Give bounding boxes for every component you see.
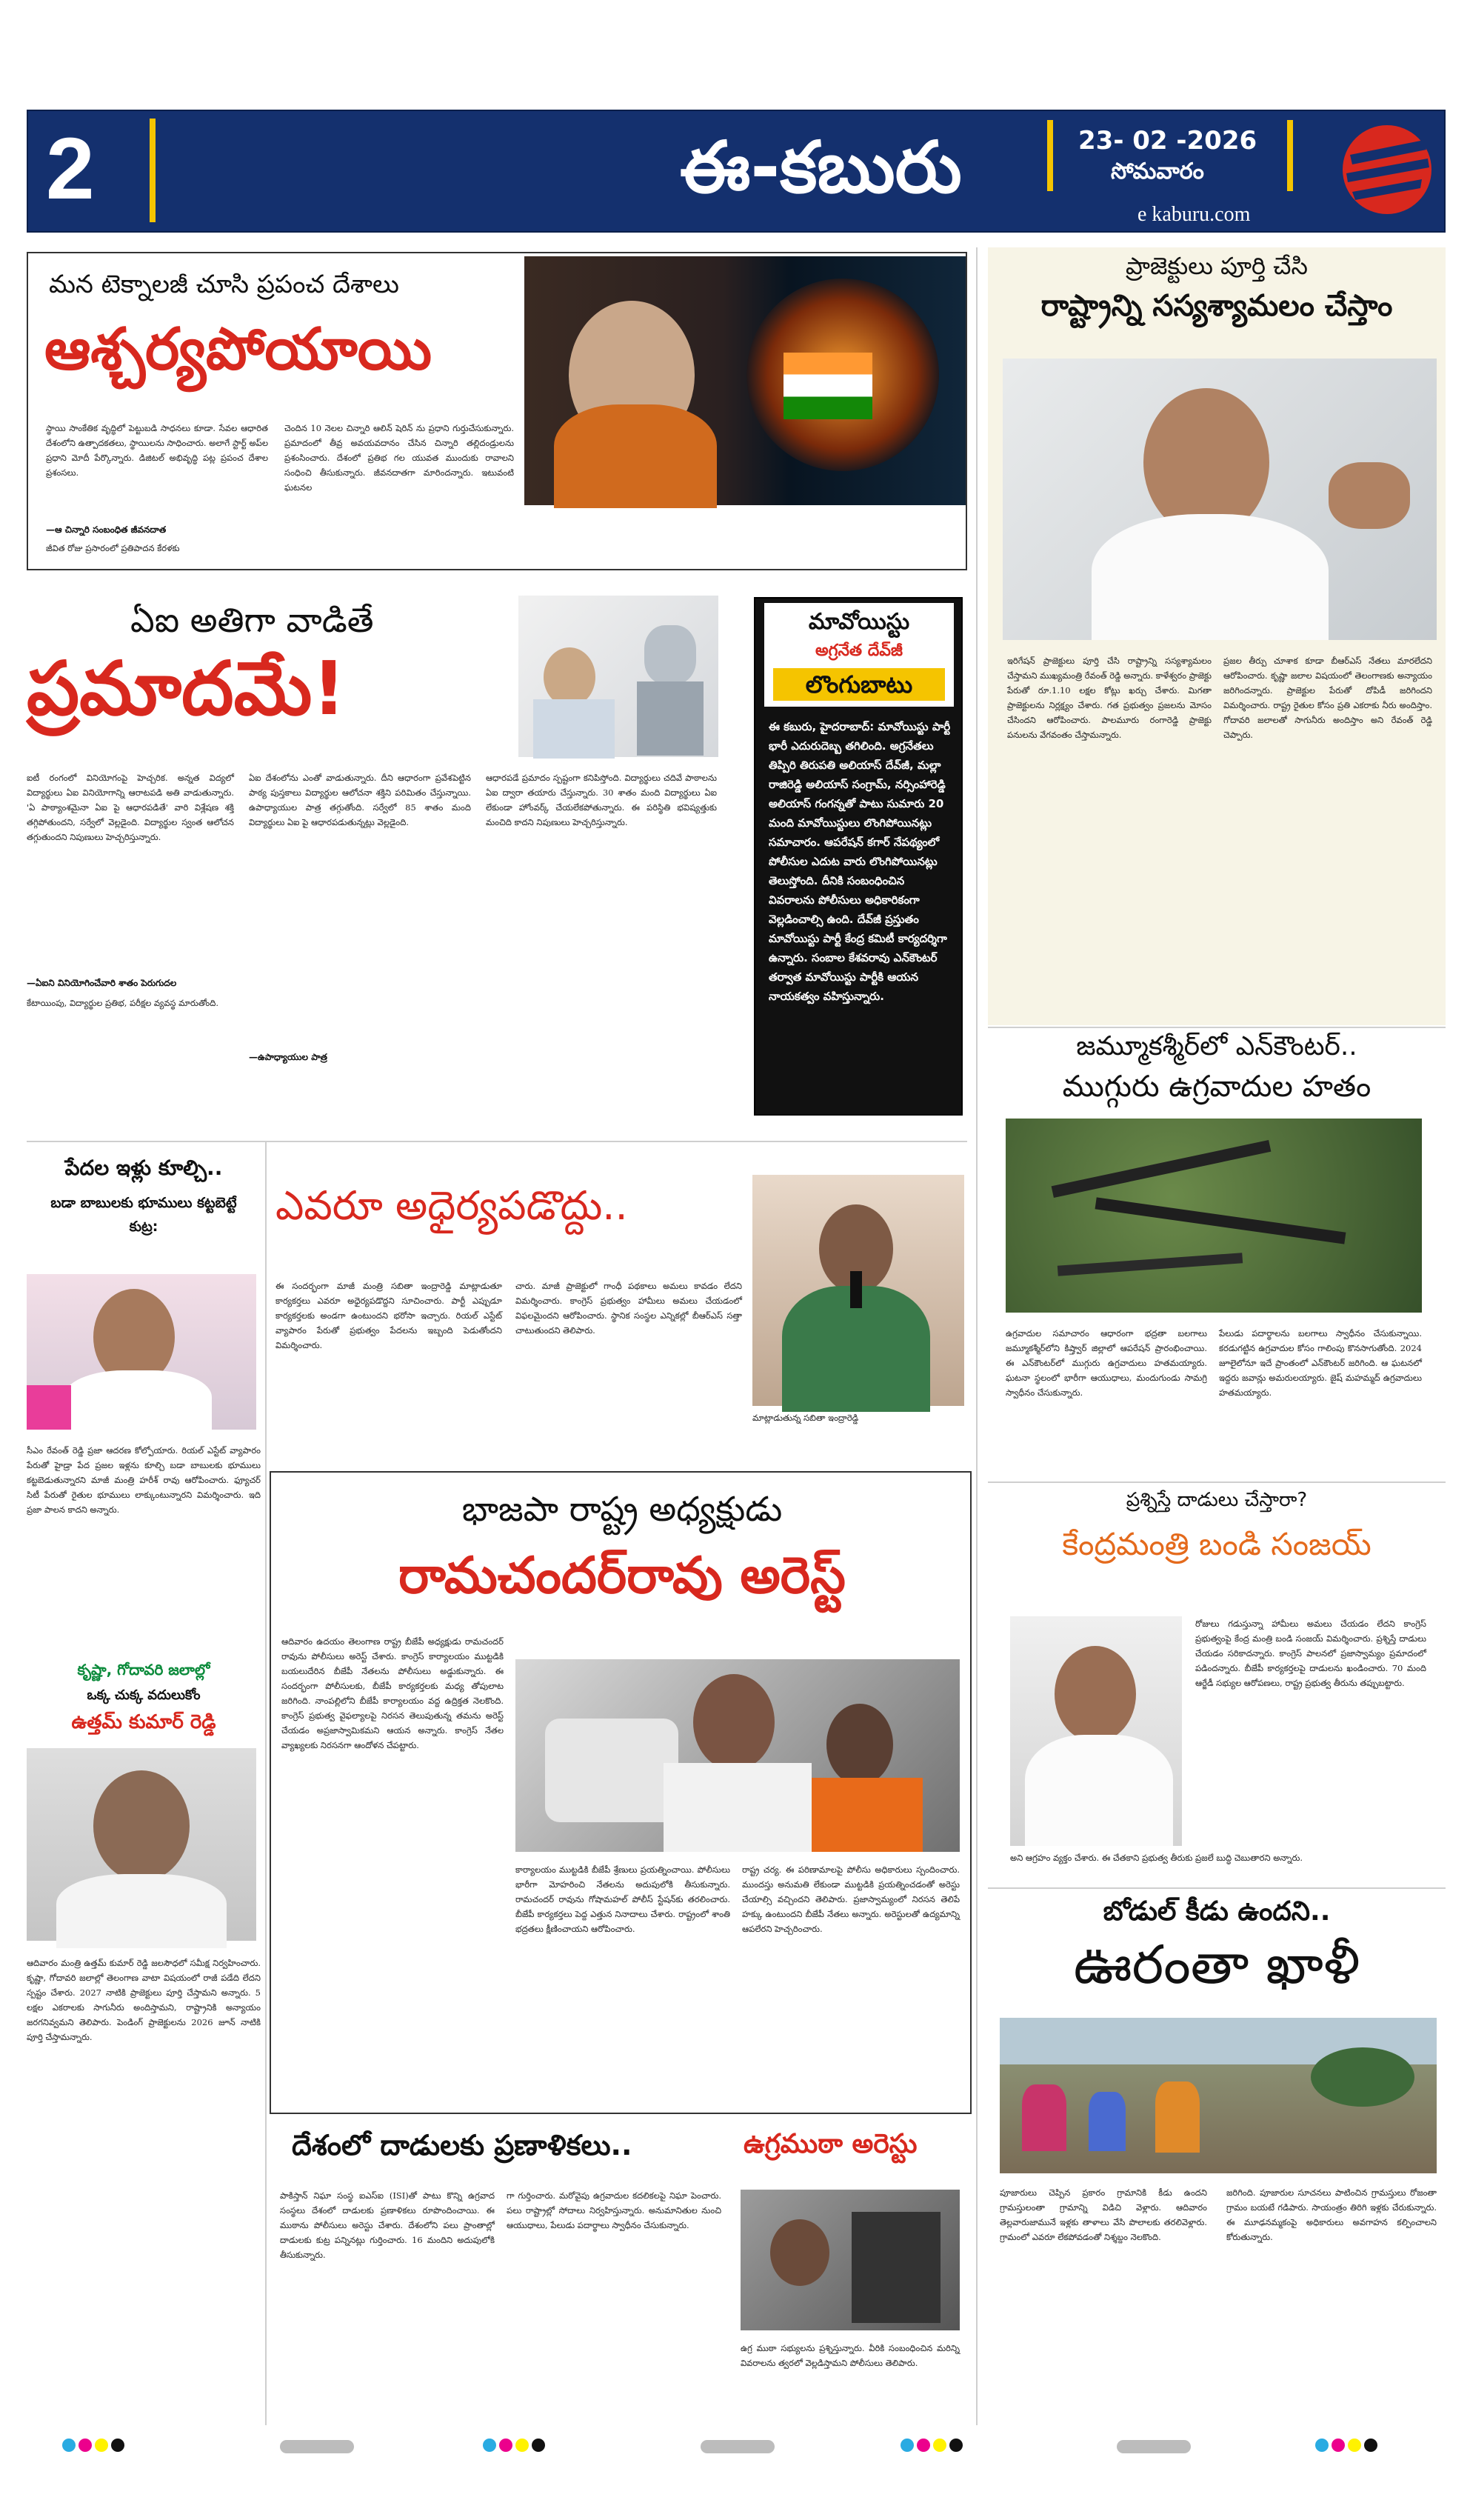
- article-byline: —ఆ చిన్నారి సంబంధిత జీవనదాత: [46, 524, 167, 535]
- article-tech: [27, 252, 967, 570]
- article-kicker: ఏఐ అతిగా వాడితే: [130, 600, 374, 640]
- photo-uttam: [27, 1748, 256, 1941]
- article-headline: ఎవరూ అధైర్యపడొద్దు..: [275, 1182, 628, 1229]
- article-kicker: భాజపా రాష్ట్ర అధ్యక్షుడు: [461, 1489, 783, 1529]
- divider: [988, 1027, 1446, 1028]
- article-column: ఆదివారం మంత్రి ఉత్తమ్ కుమార్ రెడ్డి జలసౌధలో సమీక్ష నిర్వహించారు. కృష్ణా, గోదావరి జలాల్లో తెలంగాణ వాటా విషయంలో రాజీ పడేది లేదని స్పష్టం చేశారు. 2027 నాటికి ప్రాజెక్టులు పూర్తి చేస్తామని అన్నారు. 5 లక్షల ఎకరాలకు సాగునీరు అందిస్తామని, రాష్ట్రానికి అన్యాయం జరగనివ్వమని తెలిపారు. పెండింగ్ ప్రాజెక్టులను 2026 జూన్ నాటికి పూర్తి చేస్తామన్నారు.: [27, 1958, 261, 2042]
- article-sabitha: [275, 1175, 964, 1449]
- issue-date: 23- 02 -2026: [1078, 126, 1257, 156]
- article-ai: [27, 593, 738, 1126]
- article-maoist: [754, 597, 963, 1116]
- article-subhead: ఒక్క చుక్క వదులుకోం: [87, 1687, 201, 1703]
- article-column: ఇరిగేషన్ ప్రాజెక్టులు పూర్తి చేసి రాష్ట్రాన్ని సస్యశ్యామలం చేస్తామని ముఖ్యమంత్రి రేవంత్ రెడ్డి అన్నారు. కాళేశ్వరం ప్రాజెక్టు పేరుతో రూ.1.10 లక్షల కోట్లు ఖర్చు చేశారు. మిగతా ప్రాజెక్టులను నిర్లక్ష్యం చేశారు. గత ప్రభుత్వం ప్రజలను మోసం చేసిందని ఆరోపించారు. పాలమూరు రంగారెడ్డి ప్రాజెక్టు పనులను వేగవంతం చేస్తామన్నారు.: [1007, 656, 1212, 740]
- article-headline: ఊరంతా ఖాళీ: [1073, 1933, 1360, 1996]
- article-column: ఏఐ దేశంలోను ఎంతో వాడుతున్నారు. దీని ఆధారంగా ప్రవేశపెట్టిన పాఠ్య పుస్తకాలు విద్యార్థుల ఆలోచనా శక్తిని పరిమితం చేస్తున్నాయి. ఉపాధ్యాయుల పాత్ర తగ్గుతోంది. సర్వేలో 85 శాతం మంది విద్యార్థులు ఏఐ పై ఆధారపడుతున్నట్లు వెల్లడైంది.: [249, 773, 471, 827]
- article-projects: [988, 247, 1446, 1025]
- article-column: కేటాయింపు, విద్యార్థుల ప్రతిభ, పరీక్షల వ్యవస్థ మారుతోంది.: [27, 998, 218, 1008]
- article-column: పూజారులు చెప్పిన ప్రకారం గ్రామానికి కీడు ఉందని గ్రామస్తులంతా గ్రామాన్ని విడిచి వెళ్లారు. ఆదివారం తెల్లవారుజామునే ఇళ్లకు తాళాలు వేసి పొలాలకు తరలివెళ్లారు. గ్రామంలో ఎవరూ లేకపోవడంతో నిశ్శబ్దం నెలకొంది.: [1000, 2187, 1207, 2242]
- article-column: పాకిస్తాన్ నిఘా సంస్థ ఐఎస్ఐ (ISI)తో పాటు కొన్ని ఉగ్రవాద సంస్థలు దేశంలో దాడులకు ప్రణాళికలు రూపొందించాయి. ఈ ముఠాను పోలీసులు అరెస్టు చేశారు. దేశంలోని పలు ప్రాంతాల్లో దాడులకు కుట్ర పన్నినట్లు గుర్తించారు. 16 మందిని అదుపులోకి తీసుకున్నారు.: [280, 2190, 495, 2260]
- registration-bar: [1117, 2440, 1191, 2453]
- registration-mark: [483, 2439, 545, 2452]
- article-headline: లొంగుబాటు: [773, 668, 945, 701]
- article-kicker: ప్రశ్నిస్తే దాడులు చేస్తారా?: [1126, 1489, 1308, 1511]
- article-harish: [27, 1141, 261, 2193]
- article-column: గా గుర్తించారు. మరోవైపు ఉగ్రవాదుల కదలికలపై నిఘా పెంచారు. పలు రాష్ట్రాల్లో సోదాలు నిర్వహిస్తున్నారు. అనుమానితుల నుంచి ఆయుధాలు, పేలుడు పదార్థాలు స్వాధీనం చేసుకున్నారు.: [507, 2190, 721, 2230]
- photo-weapons: [1006, 1119, 1422, 1313]
- photo-terror: [741, 2190, 960, 2330]
- photo-modi: [524, 256, 966, 505]
- article-arrest: [270, 1471, 972, 2114]
- article-subhead: —ఏఐని వినియోగించేవారి శాతం పెరుగుదల: [27, 978, 177, 988]
- article-subhead: అగ్రనేత దేవ్‌జీ: [815, 641, 903, 660]
- article-column: అని ఆగ్రహం వ్యక్తం చేశారు. ఈ చేతకాని ప్రభుత్వ తీరుకు ప్రజలే బుద్ధి చెబుతారని అన్నారు.: [1010, 1853, 1303, 1863]
- photo-sanjay: [1010, 1616, 1182, 1846]
- article-column: జీవిత రోజు ప్రసారంలో ప్రతిపాదన కేరళకు: [46, 543, 180, 553]
- article-column: జరిగింది. పూజారుల సూచనలు పాటించిన గ్రామస్తులు రోజంతా గ్రామం బయటే గడిపారు. సాయంత్రం తిరిగి ఇళ్లకు చేరుకున్నారు. ఈ మూఢనమ్మకంపై అధికారులు అవగాహన కల్పించాలని కోరుతున్నారు.: [1226, 2187, 1437, 2242]
- article-column: కార్యాలయం ముట్టడికి బీజేపీ శ్రేణులు ప్రయత్నించాయి. పోలీసులు భారీగా మోహరించి నేతలను అదుపులోకి తీసుకున్నారు. రామచందర్ రావును గోషామహల్ పోలీస్ స్టేషన్‌కు తరలించారు. బీజేపీ కార్యకర్తలు పెద్ద ఎత్తున నినాదాలు చేశారు. రాష్ట్రంలో శాంతి భద్రతలు క్షీణించాయని ఆరోపించారు.: [515, 1864, 730, 1934]
- page-number: 2: [46, 120, 95, 218]
- divider: [27, 1141, 967, 1142]
- article-column: ప్రజల తీర్పు చూశాక కూడా బీఆర్ఎస్ నేతలు మారలేదని ఆరోపించారు. కృష్ణా జలాల విషయంలో తెలంగాణకు అన్యాయం జరిగిందన్నారు. ప్రాజెక్టుల పేరుతో దోపిడీ జరిగిందని విమర్శించారు. రాష్ట్ర రైతుల కోసం ప్రతి ఎకరాకు నీరు అందిస్తాం. గోదావరి జలాలతో సాగునీరు అందిస్తాం అని రేవంత్ రెడ్డి చెప్పారు.: [1223, 656, 1432, 740]
- registration-bar: [280, 2440, 354, 2453]
- article-terror: [270, 2126, 972, 2407]
- article-column: ఉగ్ర ముఠా సభ్యులను ప్రశ్నిస్తున్నారు. వీరికి సంబంధించిన మరిన్ని వివరాలను త్వరలో వెల్లడిస్తామని పోలీసులు తెలిపారు.: [741, 2343, 960, 2368]
- article-headline: ఉత్తమ్ కుమార్ రెడ్డి: [71, 1711, 216, 1733]
- article-village: [988, 1896, 1446, 2242]
- photo-arrest: [515, 1659, 960, 1852]
- article-body: ఈ కబురు, హైదరాబాద్: మావోయిస్టు పార్టీ భారీ ఎదురుదెబ్బ తగిలింది. అగ్రనేతలు తిప్పిరి తిరుపతి అలియాస్ దేవ్‌జీ, మల్లా రాజిరెడ్డి అలియాస్ సంగ్రామ్, నర్సింహారెడ్డి అలియాస్ గంగన్నతో పాటు సుమారు 20 మంది మావోయిస్టులు లొంగిపోయినట్లు సమాచారం. ఆపరేషన్ కగార్ నేపథ్యంలో పోలీసుల ఎదుట వారు లొంగిపోయినట్లు తెలుస్తోంది. దీనికి సంబంధించిన వివరాలను పోలీసులు అధికారికంగా వెల్లడించాల్సి ఉంది. దేవ్‌జీ ప్రస్తుతం మావోయిస్టు పార్టీ కేంద్ర కమిటీ కార్యదర్శిగా ఉన్నారు. సంబాల కేశవరావు ఎన్‌కౌంటర్ తర్వాత మావోయిస్టు పార్టీకి ఆయన నాయకత్వం వహిస్తున్నారు.: [769, 720, 951, 1003]
- article-headline: పేదల ఇళ్లు కూల్చి..: [64, 1156, 223, 1180]
- photo-harish: [27, 1274, 256, 1430]
- article-headline: ఆశ్చర్యపోయాయి: [44, 316, 432, 383]
- registration-mark: [1315, 2439, 1377, 2452]
- article-column: ఆదివారం ఉదయం తెలంగాణ రాష్ట్ర బీజేపీ అధ్యక్షుడు రామచందర్ రావును పోలీసులు అరెస్ట్ చేశారు. కాంగ్రెస్ కార్యాలయం ముట్టడికి బయలుదేరిన బీజేపీ నేతలను పోలీసులు అడ్డుకున్నారు. ఈ సందర్భంగా పోలీసులకు, బీజేపీ కార్యకర్తలకు మధ్య తోపులాట జరిగింది. నాంపల్లిలోని బీజేపీ కార్యాలయం వద్ద ఉద్రిక్తత నెలకొంది. కాంగ్రెస్ ప్రభుత్వ వైఫల్యాలపై నిరసన తెలుపుతున్న తమను అరెస్ట్ చేయడం అప్రజాస్వామికమని ఆయన అన్నారు. కాంగ్రెస్ నేతల వ్యాఖ్యలకు నిరసనగా ఆందోళన చేపట్టారు.: [281, 1636, 504, 1750]
- article-column: రోజులు గడుస్తున్నా హామీలు అమలు చేయడం లేదని కాంగ్రెస్ ప్రభుత్వంపై కేంద్ర మంత్రి బండి సంజయ్ విమర్శించారు. ప్రశ్నిస్తే దాడులు చేయడం సరికాదన్నారు. కాంగ్రెస్ పాలనలో ప్రజాస్వామ్యం ప్రమాదంలో పడిందన్నారు. బీజేపీ కార్యకర్తలపై దాడులను ఖండించారు. 70 మంది ఆర్జేడీ సభ్యుల ఆరోపణలు, రాష్ట్ర ప్రభుత్వ తీరును తప్పుబట్టారు.: [1195, 1619, 1426, 1688]
- photo-revanth: [1003, 359, 1437, 640]
- article-column: రాష్ట్ర చర్య. ఈ పరిణామాలపై పోలీసు అధికారులు స్పందించారు. ముందస్తు అనుమతి లేకుండా ముట్టడికి ప్రయత్నించడంతో అరెస్టు చేయాల్సి వచ్చిందని తెలిపారు. ప్రజాస్వామ్యంలో నిరసన తెలిపే హక్కు ఉంటుందని బీజేపీ నేతలు అన్నారు. అరెస్టులతో ఉద్యమాన్ని ఆపలేరని హెచ్చరించారు.: [742, 1864, 960, 1934]
- photo-village: [1000, 2018, 1437, 2173]
- divider: [988, 1481, 1446, 1483]
- article-kicker: కృష్ణా, గోదావరి జలాల్లో: [77, 1661, 210, 1679]
- article-headline: జమ్మూకశ్మీర్‌లో ఎన్‌కౌంటర్..: [1076, 1031, 1357, 1061]
- article-column: చెందిన 10 నెలల చిన్నారి ఆలిన్ షెరిన్ ను ప్రధాని గుర్తుచేసుకున్నారు. ప్రమాదంలో తీవ్ర అవయవదానం చేసిన చిన్నారి తల్లిదండ్రులను ప్రశంసించారు. దేశంలో ప్రతిభ గల యువత ముందుకు రావాలని సంధించి తీసుకున్నారు. జీవనదాతగా మారిందన్నారు. ఇటువంటి ఘటనల: [284, 423, 514, 493]
- logo-icon: [1339, 121, 1435, 218]
- divider: [988, 1887, 1446, 1889]
- photo-ai: [518, 596, 718, 757]
- article-kicker: ప్రాజెక్టులు పూర్తి చేసి: [1126, 252, 1308, 280]
- article-headline: రాష్ట్రాన్ని సస్యశ్యామలం చేస్తాం: [1040, 289, 1393, 323]
- article-headline: దేశంలో దాడులకు ప్రణాళికలు..: [292, 2129, 632, 2161]
- article-column: స్థాయి సాంకేతిక వృద్ధిలో పెట్టుబడి సాధనలు కూడా. సేవల ఆధారిత దేశంలోని ఉత్పాదకతలు, స్థాయిలను సాధించారు. అలాగే స్టార్ట్ అప్‌ల ప్రధాని మోదీ పేర్కొన్నారు. డిజిటల్ అభివృద్ధి పట్ల ప్రపంచ దేశాల ప్రశంసలు.: [46, 423, 268, 478]
- article-column: ఐటీ రంగంలో వినియోగంపై హెచ్చరిక. అన్నత విద్యలో విద్యార్థులు ఏఐ వినియోగాన్ని ఆరాటపడి అతి వాడుతున్నారు. 'ఏ పాఠ్యాంశమైనా ఏఐ పై ఆధారపడితే' వారి విశ్లేషణ శక్తి తగ్గిపోతుందని, సర్వేలో వెల్లడైంది. విద్యార్థుల స్వంత ఆలోచన తగ్గుతుందని నిపుణులు హెచ్చరిస్తున్నారు.: [27, 773, 234, 842]
- article-column: సీఎం రేవంత్ రెడ్డి ప్రజా ఆదరణ కోల్పోయారు. రియల్ ఎస్టేట్ వ్యాపారం పేరుతో హైడ్రా పేద ప్రజల ఇళ్లను కూల్చి బడా బాబులకు భూములు కట్టబెడుతున్నారని మాజీ మంత్రి హరీశ్ రావు ఆరోపించారు. ఫ్యూచర్ సిటీ పేరుతో రైతుల భూములు లాక్కుంటున్నారని విమర్శించారు. ఇది ప్రజా పాలన కాదని అన్నారు.: [27, 1445, 261, 1515]
- site-url[interactable]: e kaburu.com: [1137, 203, 1251, 226]
- registration-mark: [901, 2439, 963, 2452]
- masthead-title: ఈ-కబురు: [680, 126, 962, 209]
- photo-caption: మాట్లాడుతున్న సబితా ఇంద్రారెడ్డి: [752, 1413, 859, 1423]
- masthead: [27, 110, 1446, 233]
- article-headline: ముగ్గురు ఉగ్రవాదుల హతం: [1062, 1070, 1372, 1104]
- article-column: ఆధారపడే ప్రమాదం స్పష్టంగా కనిపిస్తోంది. విద్యార్థులు చదివే పాఠాలను ఏఐ ద్వారా తయారు చేస్తున్నారు. 30 శాతం మంది విద్యార్థులు ఏఐ లేకుండా హోంవర్క్ చేయలేకపోతున్నారు. ఈ పరిస్థితి భవిష్యత్తుకు మంచిది కాదని నిపుణులు హెచ్చరిస్తున్నారు.: [486, 773, 717, 827]
- issue-day: సోమవారం: [1111, 159, 1204, 184]
- article-column: పేలుడు పదార్థాలను బలగాలు స్వాధీనం చేసుకున్నాయి. కరడుగట్టిన ఉగ్రవాదుల కోసం గాలింపు కొనసాగుతోంది. 2024 జూలైలోనూ ఇదే ప్రాంతంలో ఎన్‌కౌంటర్ జరిగింది. ఆ ఘటనలో ఇద్దరు జవాన్లు అమరులయ్యారు. జైష్ మహమ్మద్ ఉగ్రవాదులు హతమయ్యారు.: [1219, 1328, 1422, 1398]
- article-kicker: మన టెక్నాలజీ చూసి ప్రపంచ దేశాలు: [49, 270, 399, 299]
- registration-mark: [62, 2439, 124, 2452]
- article-sanjay: [988, 1489, 1446, 1874]
- article-subhead: బడా బాబులకు భూములు కట్టబెట్టే కుట్ర:: [50, 1195, 237, 1235]
- article-encounter: [988, 1027, 1446, 1476]
- photo-sabitha: [752, 1175, 964, 1406]
- divider: [976, 247, 978, 2425]
- article-column: చారు. మాజీ ప్రాజెక్టులో గాంధీ పథకాలు అమలు కావడం లేదని విమర్శించారు. కాంగ్రెస్ ప్రభుత్వం హామీలు అమలు చేయడంలో విఫలమైందని ఆరోపించారు. స్థానిక సంస్థల ఎన్నికల్లో బీఆర్ఎస్ సత్తా చాటుతుందని తెలిపారు.: [515, 1281, 742, 1336]
- registration-bar: [701, 2440, 775, 2453]
- article-subhead: —ఉపాధ్యాయుల పాత్ర: [249, 1052, 327, 1062]
- divider: [265, 1141, 267, 2425]
- article-headline: రామచందర్‌రావు అరెస్ట్: [398, 1547, 846, 1605]
- article-headline: ప్రమాదమే!: [27, 645, 347, 732]
- article-kicker: మావోయిస్టు: [808, 609, 910, 635]
- article-column: ఉగ్రవాదుల సమాచారం ఆధారంగా భద్రతా బలగాలు జమ్మూకశ్మీర్‌లోని కిష్త్వార్ జిల్లాలో ఆపరేషన్ ప్రారంభించాయి. ఈ ఎన్‌కౌంటర్‌లో ముగ్గురు ఉగ్రవాదులు హతమయ్యారు. ఘటనా స్థలంలో భారీగా ఆయుధాలు, మందుగుండు సామగ్రి స్వాధీనం చేసుకున్నారు.: [1006, 1328, 1207, 1398]
- article-kicker: బోడుల్ కీడు ఉందని..: [1103, 1896, 1331, 1927]
- article-column: ఈ సందర్భంగా మాజీ మంత్రి సబితా ఇంద్రారెడ్డి మాట్లాడుతూ కార్యకర్తలు ఎవరూ అధైర్యపడొద్దని సూచించారు. పార్టీ ఎప్పుడూ కార్యకర్తలకు అండగా ఉంటుందని భరోసా ఇచ్చారు. రియల్ ఎస్టేట్ వ్యాపారం పేరుతో ప్రభుత్వం పేదలను ఇబ్బంది పెడుతోందని విమర్శించారు.: [275, 1281, 502, 1350]
- article-headline-accent: ఉగ్రముఠా అరెస్టు: [744, 2129, 918, 2159]
- article-headline: కేంద్రమంత్రి బండి సంజయ్: [1062, 1526, 1372, 1562]
